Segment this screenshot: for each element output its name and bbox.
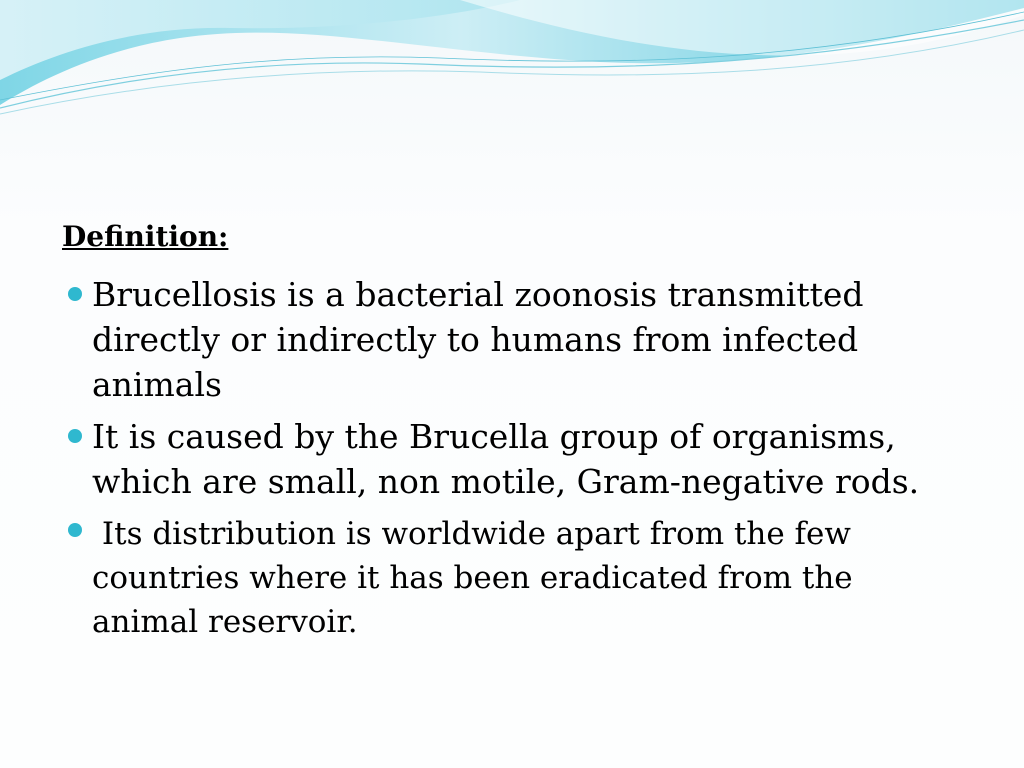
- bullet-text: It is caused by the Brucella group of organisms, which are small, non motile, Gram-negative rods.: [92, 417, 920, 501]
- bullet-item: [62, 512, 962, 644]
- bullet-dot-icon: [68, 429, 82, 443]
- bullet-item: [62, 414, 962, 504]
- bullet-dot-icon: [68, 287, 82, 301]
- bullet-item: [62, 272, 962, 407]
- slide-heading: Definition:: [62, 220, 229, 253]
- header-wave-decoration: [0, 0, 1024, 130]
- bullet-text: Its distribution is worldwide apart from the few countries where it has been eradicated from the animal reservoir.: [92, 516, 863, 640]
- bullet-text: Brucellosis is a bacterial zoonosis transmitted directly or indirectly to humans from infected animals: [92, 275, 864, 404]
- bullet-dot-icon: [68, 523, 82, 537]
- bullet-list: [62, 272, 962, 651]
